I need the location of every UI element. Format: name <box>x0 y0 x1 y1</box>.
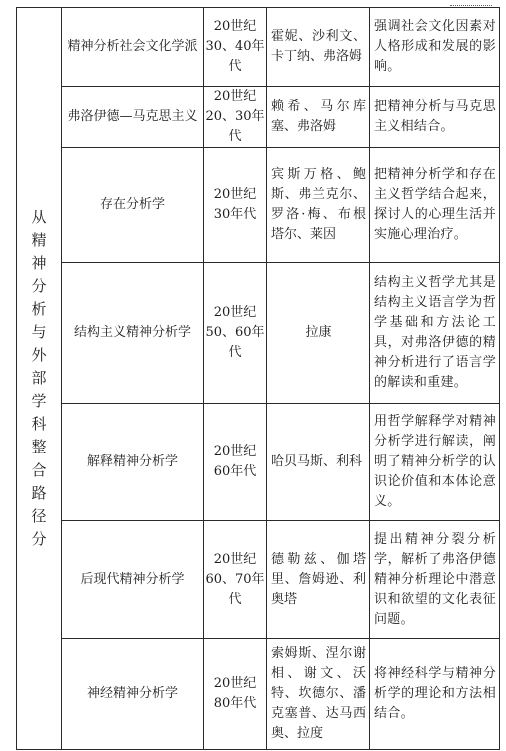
note-text: 把精神分析学和存在主义哲学结合起来，探讨人的心理生活并实施心理治疗。 <box>374 167 496 242</box>
era-line: 50、60年代 <box>205 325 265 360</box>
era-cell <box>204 8 267 87</box>
people-cell <box>267 404 370 521</box>
table-row <box>17 263 500 404</box>
table-row <box>17 148 500 263</box>
people-text: 霍妮、沙利文、卡丁纳、弗洛姆 <box>271 29 366 64</box>
note-text: 将神经科学与精神分析学的理论和方法相结合。 <box>374 666 496 721</box>
era-line: 20世纪 <box>213 187 257 202</box>
people-cell <box>267 639 370 750</box>
people-text: 德勒兹、伽塔里、詹姆逊、利奥塔 <box>271 551 366 607</box>
era-cell <box>204 148 267 263</box>
era-cell <box>204 404 267 521</box>
note-text: 用哲学解释学对精神分析学进行解读，阐明了精神分析学的认识论价值和本体论意义。 <box>374 414 496 509</box>
era-cell <box>204 87 267 148</box>
people-cell <box>267 8 370 87</box>
era-line: 20世纪 <box>213 305 257 320</box>
era-cell <box>204 263 267 404</box>
school-name: 神经精神分析学 <box>62 639 204 750</box>
school-name: 精神分析社会文化学派 <box>62 8 204 87</box>
school-name: 后现代精神分析学 <box>62 521 204 639</box>
era-line: 60年代 <box>213 464 257 479</box>
note-cell <box>370 404 500 521</box>
school-name: 弗洛伊德—马克思主义 <box>62 87 204 148</box>
people-text: 索姆斯、涅尔谢相、谢文、沃特、坎德尔、潘克塞普、达马西奥、拉度 <box>271 646 366 741</box>
era-line: 20世纪 <box>213 19 257 34</box>
era-cell <box>204 521 267 639</box>
note-text: 提出精神分裂分析学，解析了弗洛伊德精神分析理论中潜意识和欲望的文化表征问题。 <box>374 531 496 627</box>
school-name: 存在分析学 <box>62 148 204 263</box>
school-name: 解释精神分析学 <box>62 404 204 521</box>
era-line: 30年代 <box>213 207 257 222</box>
people-text: 宾斯万格、鲍斯、弗兰克尔、罗洛·梅、布根塔尔、莱因 <box>271 167 366 242</box>
era-line: 30、40年代 <box>205 39 265 74</box>
school-name: 结构主义精神分析学 <box>62 263 204 404</box>
table-row <box>17 404 500 521</box>
era-line: 20世纪 <box>213 551 257 567</box>
era-line: 60、70年代 <box>205 571 265 607</box>
note-cell <box>370 8 500 87</box>
era-line: 20世纪 <box>213 89 257 104</box>
group-label: 从精神分析与外部学科整合路径分 <box>31 208 47 548</box>
people-cell <box>267 148 370 263</box>
note-text: 把精神分析与马克思主义相结合。 <box>374 99 496 134</box>
era-line: 20世纪 <box>213 676 257 691</box>
note-cell <box>370 148 500 263</box>
era-cell <box>204 639 267 750</box>
page-header-rule <box>450 0 492 6</box>
people-text: 哈贝马斯、利科 <box>271 454 363 469</box>
note-cell <box>370 521 500 639</box>
psychoanalysis-schools-table <box>16 7 500 750</box>
table-row <box>17 521 500 639</box>
note-text: 结构主义哲学尤其是结构主义语言学为哲学基础和方法论工具，对弗洛伊德的精神分析进行了语言学的解读和重建。 <box>374 275 496 390</box>
people-cell <box>267 263 370 404</box>
era-line: 20世纪 <box>213 444 257 459</box>
people-cell <box>267 87 370 148</box>
people-cell <box>267 521 370 639</box>
people-text: 赖希、马尔库塞、弗洛姆 <box>271 99 366 134</box>
note-cell <box>370 263 500 404</box>
people-text: 拉康 <box>305 325 332 340</box>
table-row <box>17 639 500 750</box>
note-text: 强调社会文化因素对人格形成和发展的影响。 <box>374 19 496 74</box>
era-line: 80年代 <box>213 696 257 711</box>
era-line: 20、30年代 <box>205 109 265 144</box>
group-label-cell <box>17 8 62 750</box>
table-row <box>17 87 500 148</box>
table-row <box>17 8 500 87</box>
note-cell <box>370 639 500 750</box>
note-cell <box>370 87 500 148</box>
